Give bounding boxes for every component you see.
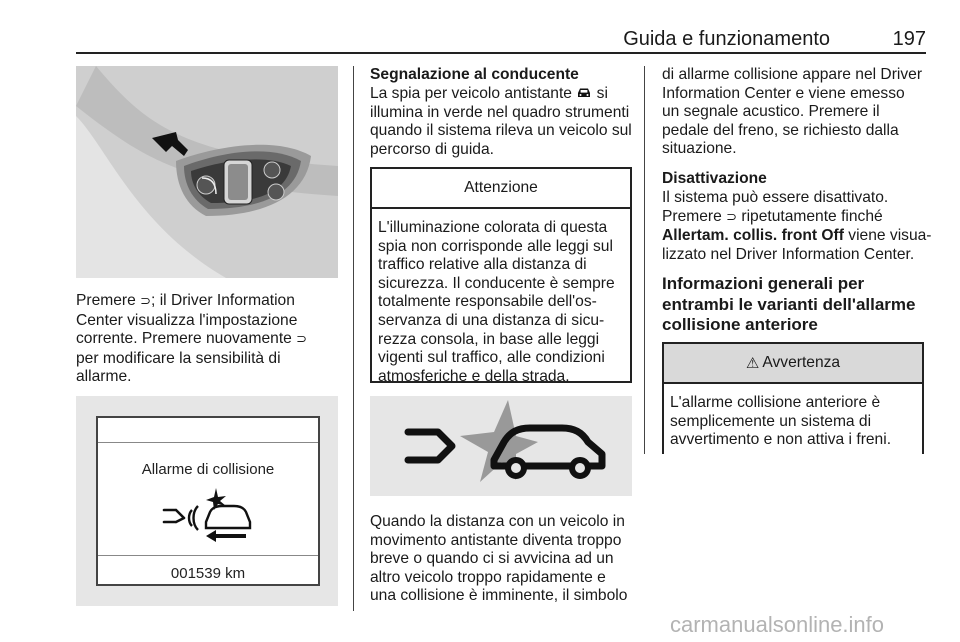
section-heading-general-info: Informazioni generali per entrambi le varianti dell'allarme collisione anteriore xyxy=(662,274,916,334)
section-heading-driver-alert: Segnalazione al conducente xyxy=(370,66,579,83)
page-title: Guida e funzionamento xyxy=(623,28,830,50)
collision-warning-icon xyxy=(98,488,322,548)
col2-paragraph-2: Quando la distanza con un veicolo in movimento antistante diventa troppo breve o quando ci si avvicina ad un altro veicolo troppo rapidamente e una collisione è imminente, il simbolo xyxy=(370,513,628,605)
driver-info-icon: ⊃ xyxy=(140,294,152,309)
driver-info-icon: ⊃ xyxy=(296,332,308,348)
attention-box xyxy=(370,167,632,383)
col2-paragraph-1: La spia per veicolo antistante si illumina in verde nel quadro strumenti quando il sistema rileva un veicolo sul percorso di guida. xyxy=(370,85,632,158)
vehicle-ahead-icon xyxy=(576,87,592,99)
warning-box xyxy=(662,342,924,454)
steering-wheel-figure xyxy=(76,66,338,278)
col1-paragraph: Premere ⊃; il Driver Information Center visualizza l'impostazione corrente. Premere nuovamente ⊃ per modificare la sensibilità di allarme. xyxy=(76,292,308,386)
driver-info-icon: ⊃ xyxy=(726,209,738,225)
warning-triangle-icon: ⚠ xyxy=(745,354,760,372)
column-divider-2 xyxy=(644,66,645,454)
driver-info-display xyxy=(96,416,320,586)
warning-body: L'allarme collisione anteriore è semplicemente un sistema di avvertimento e non attiva i freni. xyxy=(670,394,892,449)
section-heading-deactivation: Disattivazione xyxy=(662,170,767,187)
collision-display-figure xyxy=(76,396,338,606)
col3-paragraph-deactivation: Il sistema può essere disattivato. Premere ⊃ ripetutamente finché Allertam. collis. front Off viene visua- lizzato nel Driver Information Center. xyxy=(662,189,932,263)
page-header xyxy=(76,26,926,52)
attention-body: L'illuminazione colorata di questa spia non corrisponde alle leggi sul traffico relative alla distanza di sicurezza. Il conducente è sempre totalmente responsabile dell'os- servanza di una distanza di sicu- rezza consola, in base alle leggi vigenti sul traffico, alle condizioni atmosferiche e della strada. xyxy=(378,219,615,385)
steering-wheel-illustration xyxy=(76,66,338,278)
warning-header xyxy=(664,344,922,384)
collision-alert-icon xyxy=(370,396,632,496)
warning-title: Avvertenza xyxy=(762,354,841,371)
odometer-reading: 001539 km xyxy=(170,565,246,582)
collision-graphic-figure xyxy=(370,396,632,496)
header-rule xyxy=(76,52,926,54)
col3-paragraph-1: di allarme collisione appare nel Driver Information Center e viene emesso un segnale acustico. Premere il pedale del freno, se richiesto dalla situazione. xyxy=(662,66,923,158)
watermark: carmanualsonline.info xyxy=(670,612,885,637)
column-divider-1 xyxy=(353,66,354,611)
display-title: Allarme di collisione xyxy=(141,461,275,478)
attention-title: Attenzione xyxy=(372,169,630,209)
page-number: 197 xyxy=(892,28,926,50)
